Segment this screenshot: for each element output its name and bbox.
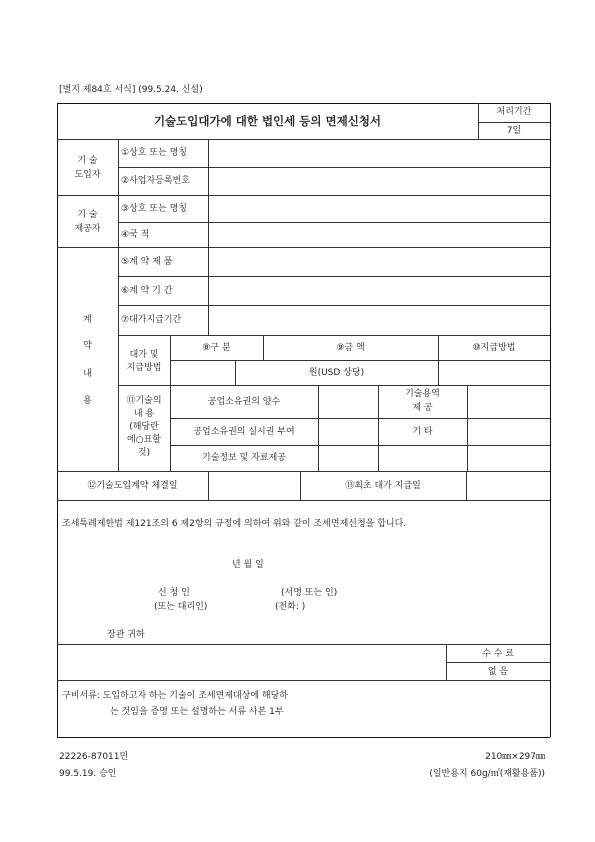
col-amount-header: ⑨금 액 [336, 343, 365, 353]
attachments-line2: 는 것임을 증명 또는 설명하는 서류 사본 1부 [110, 707, 284, 717]
contract-side-label-3: 내 [83, 369, 92, 379]
item-industrial-transfer: 공업소유권의 양수 [207, 397, 281, 407]
item-other: 기 타 [412, 427, 433, 437]
payment-method-label-line1: 대가 및 [129, 350, 159, 360]
border-bottom [57, 737, 550, 738]
footer-code: 22226-87011민 [59, 752, 129, 762]
importer-name-input[interactable] [209, 140, 549, 166]
contract-side-label-4: 용 [83, 396, 92, 406]
service-mark[interactable] [468, 386, 549, 417]
importer-label-line1: 기 술 [77, 156, 98, 166]
item-service-line2: 제 공 [412, 403, 433, 413]
provider-country-label: ④국 적 [121, 230, 150, 240]
addressee: 장관 귀하 [107, 630, 145, 640]
processing-period-label: 처리기간 [496, 107, 532, 117]
form-title: 기술도입대가에 대한 법인세 등의 면제신청서 [153, 114, 382, 128]
applicant-label: 신 청 인 [158, 588, 190, 598]
contract-date-label: ⑫기술도입계약 체결일 [87, 481, 178, 491]
amount-unit: 원(USD 상당) [308, 368, 365, 378]
item-industrial-license: 공업소유권의 실시권 부여 [193, 427, 295, 437]
division-input[interactable] [171, 361, 234, 384]
tech-content-label-line4: 에○표할 [127, 435, 161, 445]
tech-content-label-line5: 것) [137, 448, 151, 458]
border-top [57, 103, 550, 104]
payment-method-label-line2: 지급방법 [126, 363, 162, 373]
contract-side-label-1: 계 [83, 315, 92, 325]
tech-content-label-line1: ⑪기술의 [126, 396, 162, 406]
contract-period-input[interactable] [209, 277, 549, 304]
divider [118, 335, 550, 336]
payment-period-label: ⑦대가지급기간 [121, 315, 182, 325]
contract-date-input[interactable] [209, 472, 299, 499]
tech-info-mark[interactable] [319, 446, 377, 470]
provider-name-input[interactable] [209, 196, 549, 221]
divider [57, 500, 550, 501]
other-mark[interactable] [468, 419, 549, 444]
divider [57, 644, 550, 645]
processing-period-value: 7일 [506, 126, 522, 136]
item-tech-info: 기술정보 및 자료제공 [202, 453, 286, 463]
divider [118, 139, 119, 247]
border-left [57, 103, 58, 737]
provider-label-line1: 기 술 [77, 210, 98, 220]
col-division-header: ⑧구 분 [202, 343, 231, 353]
pay-method-input[interactable] [439, 361, 549, 384]
industrial-transfer-mark[interactable] [319, 386, 377, 417]
contract-side-label-2: 약 [83, 341, 92, 351]
payment-period-input[interactable] [209, 306, 549, 334]
form-reference: [별지 제84호 서식] (99.5.24. 신설) [59, 85, 203, 95]
tech-content-label-line2: 내 용 [133, 409, 155, 419]
tech-content-label-line3: (해당란 [129, 422, 159, 432]
importer-regno-input[interactable] [209, 168, 549, 194]
divider [446, 662, 550, 663]
provider-label-line2: 제공자 [74, 224, 101, 234]
phone-label: (전화: ) [275, 602, 306, 612]
fee-label: 수 수 료 [482, 649, 514, 659]
contract-product-input[interactable] [209, 248, 549, 275]
divider [57, 680, 550, 681]
industrial-license-mark[interactable] [319, 419, 377, 444]
divider [478, 122, 550, 123]
attachments-line1: 구비서류: 도입하고자 하는 기술이 조세면제대상에 해당하 [62, 691, 288, 701]
first-payment-input[interactable] [467, 472, 549, 499]
provider-country-input[interactable] [209, 223, 549, 246]
declaration-statement: 조세특례제한법 제121조의 6 제2항의 규정에 의하여 위와 같이 조세면제신청을 합니다. [62, 519, 407, 529]
border-right [550, 103, 551, 737]
fee-value: 없 음 [487, 667, 509, 677]
contract-product-label: ⑤계 약 제 품 [121, 257, 173, 267]
importer-regno-label: ②사업자등록번호 [121, 176, 190, 186]
col-pay-method-header: ⑩지급방법 [472, 343, 516, 353]
first-payment-label: ⑬최초 대가 지급일 [345, 481, 421, 491]
footer-approval: 99.5.19. 승인 [59, 769, 117, 779]
provider-name-label: ③상호 또는 명칭 [121, 204, 187, 214]
signature-label: (서명 또는 인) [281, 588, 338, 598]
importer-label-line2: 도입자 [74, 170, 101, 180]
item-service-line1: 기술용역 [405, 389, 440, 399]
applicant-agent-label: (또는 대리인) [154, 602, 208, 612]
importer-name-label: ①상호 또는 명칭 [121, 148, 187, 158]
declaration-date: 년 월 일 [232, 560, 264, 570]
contract-period-label: ⑥계 약 기 간 [121, 286, 173, 296]
footer-paper: (일반용지 60g/㎡(재활용품)) [429, 769, 545, 779]
footer-size: 210㎜×297㎜ [485, 752, 545, 762]
